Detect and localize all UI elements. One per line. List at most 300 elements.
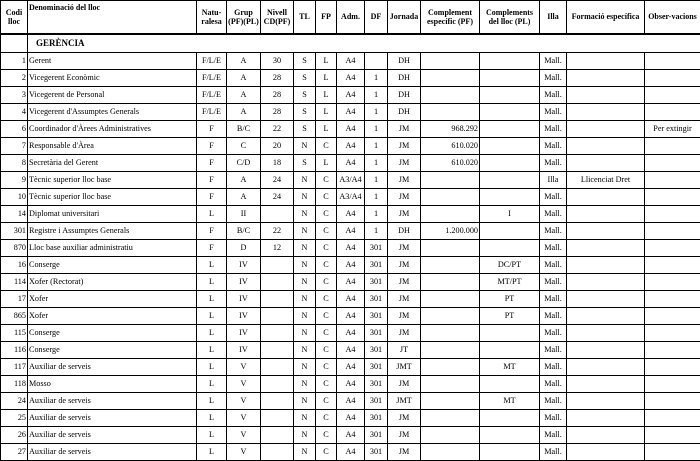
cell-df: 301 [365, 359, 388, 376]
cell-observacions [645, 240, 700, 257]
cell-tl: N [294, 189, 316, 206]
cell-formacio [567, 342, 645, 359]
table-row [1, 155, 700, 172]
cell-fp: C [316, 427, 337, 444]
cell-complement-pf [421, 325, 480, 342]
cell-formacio [567, 155, 645, 172]
cell-formacio [567, 87, 645, 104]
cell-fp: C [316, 325, 337, 342]
cell-denominacio: Xofer [28, 291, 197, 308]
cell-df: 1 [365, 138, 388, 155]
cell-grup: B/C [227, 121, 261, 138]
cell-grup: V [227, 376, 261, 393]
cell-complement-pf [421, 257, 480, 274]
cell-codi: 25 [1, 410, 28, 427]
cell-jornada: JM [388, 444, 421, 461]
cell-nivell [261, 376, 294, 393]
cell-adm: A4 [337, 121, 365, 138]
cell-tl: N [294, 274, 316, 291]
cell-tl: N [294, 138, 316, 155]
cell-fp: C [316, 410, 337, 427]
cell-adm: A4 [337, 342, 365, 359]
cell-jornada: JM [388, 138, 421, 155]
cell-jornada: JM [388, 189, 421, 206]
cell-denominacio: Coordinador d'Àrees Administratives [28, 121, 197, 138]
cell-formacio [567, 53, 645, 70]
cell-df: 301 [365, 240, 388, 257]
col-header-fp: FP [316, 1, 337, 35]
cell-formacio [567, 359, 645, 376]
cell-jornada: JM [388, 274, 421, 291]
cell-complements-pl [480, 427, 540, 444]
cell-denominacio: Diplomat universitari [28, 206, 197, 223]
cell-adm: A4 [337, 104, 365, 121]
cell-fp: L [316, 87, 337, 104]
cell-denominacio: Vicegerent d'Assumptes Generals [28, 104, 197, 121]
cell-grup: A [227, 53, 261, 70]
cell-fp: C [316, 342, 337, 359]
cell-formacio [567, 206, 645, 223]
cell-jornada: JMT [388, 393, 421, 410]
table-row [1, 70, 700, 87]
cell-naturalesa: L [197, 274, 227, 291]
cell-tl: N [294, 172, 316, 189]
cell-adm: A4 [337, 138, 365, 155]
cell-grup: II [227, 206, 261, 223]
cell-adm: A4 [337, 155, 365, 172]
cell-formacio [567, 223, 645, 240]
cell-naturalesa: F [197, 121, 227, 138]
cell-tl: N [294, 359, 316, 376]
cell-df: 1 [365, 189, 388, 206]
table-row [1, 342, 700, 359]
cell-codi: 8 [1, 155, 28, 172]
cell-illa: Mall. [540, 291, 567, 308]
cell-tl: N [294, 342, 316, 359]
cell-grup: IV [227, 308, 261, 325]
col-header-formacio: Formació específica [567, 1, 645, 35]
cell-df: 301 [365, 444, 388, 461]
cell-fp: C [316, 206, 337, 223]
cell-complements-pl: PT [480, 291, 540, 308]
cell-formacio [567, 444, 645, 461]
cell-formacio [567, 291, 645, 308]
cell-grup: IV [227, 257, 261, 274]
cell-grup: C [227, 138, 261, 155]
cell-observacions [645, 291, 700, 308]
cell-codi: 7 [1, 138, 28, 155]
col-header-tl: TL [294, 1, 316, 35]
cell-complement-pf [421, 274, 480, 291]
cell-grup: B/C [227, 223, 261, 240]
cell-denominacio: Auxiliar de serveis [28, 359, 197, 376]
cell-complement-pf [421, 189, 480, 206]
cell-denominacio: Secretària del Gerent [28, 155, 197, 172]
cell-illa: Mall. [540, 427, 567, 444]
cell-complement-pf: 610.020 [421, 155, 480, 172]
cell-illa: Mall. [540, 257, 567, 274]
cell-jornada: JM [388, 240, 421, 257]
cell-grup: V [227, 410, 261, 427]
col-header-nivell: Nivell CD(PF) [261, 1, 294, 35]
cell-naturalesa: F [197, 189, 227, 206]
cell-nivell: 24 [261, 189, 294, 206]
cell-naturalesa: L [197, 325, 227, 342]
cell-grup: V [227, 444, 261, 461]
cell-formacio [567, 393, 645, 410]
cell-adm: A4 [337, 308, 365, 325]
table-row [1, 308, 700, 325]
cell-grup: V [227, 427, 261, 444]
cell-grup: A [227, 70, 261, 87]
cell-denominacio: Auxiliar de serveis [28, 410, 197, 427]
cell-complements-pl [480, 410, 540, 427]
cell-complement-pf [421, 206, 480, 223]
cell-denominacio: Responsable d'Àrea [28, 138, 197, 155]
cell-complements-pl: DC/PT [480, 257, 540, 274]
cell-adm: A4 [337, 444, 365, 461]
cell-nivell: 18 [261, 155, 294, 172]
table-row [1, 87, 700, 104]
cell-formacio [567, 325, 645, 342]
cell-complements-pl [480, 376, 540, 393]
cell-complement-pf [421, 393, 480, 410]
cell-df: 1 [365, 104, 388, 121]
cell-jornada: JM [388, 376, 421, 393]
cell-naturalesa: F/L/E [197, 87, 227, 104]
cell-complements-pl [480, 172, 540, 189]
cell-df: 1 [365, 155, 388, 172]
cell-fp: L [316, 70, 337, 87]
cell-grup: A [227, 104, 261, 121]
cell-tl: S [294, 121, 316, 138]
cell-observacions [645, 410, 700, 427]
cell-illa: Mall. [540, 274, 567, 291]
cell-jornada: DH [388, 87, 421, 104]
cell-jornada: JMT [388, 359, 421, 376]
cell-fp: C [316, 444, 337, 461]
cell-complements-pl: PT [480, 308, 540, 325]
cell-adm: A4 [337, 410, 365, 427]
cell-complement-pf [421, 172, 480, 189]
cell-fp: C [316, 138, 337, 155]
section-title: GERÈNCIA [28, 34, 700, 53]
cell-illa: Mall. [540, 155, 567, 172]
cell-formacio: Llicenciat Dret [567, 172, 645, 189]
table-row [1, 325, 700, 342]
col-header-denominacio: Denominació del lloc [28, 1, 197, 35]
cell-jornada: JM [388, 121, 421, 138]
cell-complement-pf [421, 376, 480, 393]
cell-naturalesa: F [197, 138, 227, 155]
cell-codi: 118 [1, 376, 28, 393]
cell-fp: L [316, 121, 337, 138]
cell-adm: A4 [337, 376, 365, 393]
cell-adm: A4 [337, 257, 365, 274]
cell-illa: Mall. [540, 121, 567, 138]
cell-jornada: JM [388, 155, 421, 172]
cell-denominacio: Conserge [28, 342, 197, 359]
table-row [1, 53, 700, 70]
cell-complement-pf [421, 53, 480, 70]
cell-observacions [645, 325, 700, 342]
cell-complement-pf [421, 240, 480, 257]
cell-codi: 3 [1, 87, 28, 104]
cell-fp: C [316, 172, 337, 189]
cell-formacio [567, 189, 645, 206]
cell-nivell: 20 [261, 138, 294, 155]
cell-observacions [645, 444, 700, 461]
cell-illa: Mall. [540, 325, 567, 342]
cell-codi: 2 [1, 70, 28, 87]
cell-formacio [567, 308, 645, 325]
cell-naturalesa: F [197, 172, 227, 189]
cell-fp: L [316, 53, 337, 70]
cell-fp: C [316, 257, 337, 274]
cell-df: 1 [365, 121, 388, 138]
cell-adm: A4 [337, 206, 365, 223]
cell-codi: 26 [1, 427, 28, 444]
cell-jornada: JT [388, 342, 421, 359]
cell-tl: N [294, 206, 316, 223]
cell-nivell [261, 359, 294, 376]
cell-tl: S [294, 155, 316, 172]
cell-adm: A4 [337, 70, 365, 87]
cell-adm: A4 [337, 427, 365, 444]
cell-jornada: JM [388, 308, 421, 325]
cell-tl: S [294, 53, 316, 70]
cell-formacio [567, 274, 645, 291]
cell-formacio [567, 410, 645, 427]
cell-complement-pf: 1.200.000 [421, 223, 480, 240]
cell-formacio [567, 138, 645, 155]
cell-illa: Mall. [540, 240, 567, 257]
cell-grup: A [227, 189, 261, 206]
cell-observacions [645, 70, 700, 87]
cell-complement-pf [421, 359, 480, 376]
cell-illa: Mall. [540, 138, 567, 155]
cell-formacio [567, 240, 645, 257]
cell-grup: IV [227, 342, 261, 359]
col-header-complement-pf: Complement específic (PF) [421, 1, 480, 35]
cell-jornada: DH [388, 53, 421, 70]
cell-complements-pl [480, 444, 540, 461]
cell-codi: 6 [1, 121, 28, 138]
cell-nivell [261, 427, 294, 444]
cell-complements-pl [480, 138, 540, 155]
cell-observacions [645, 104, 700, 121]
cell-complement-pf [421, 104, 480, 121]
cell-formacio [567, 257, 645, 274]
cell-naturalesa: L [197, 359, 227, 376]
table-row [1, 138, 700, 155]
cell-denominacio: Auxiliar de serveis [28, 444, 197, 461]
cell-df: 301 [365, 376, 388, 393]
col-header-complements-pl: Complements del lloc (PL) [480, 1, 540, 35]
cell-df: 1 [365, 223, 388, 240]
cell-fp: C [316, 393, 337, 410]
cell-adm: A4 [337, 393, 365, 410]
col-header-illa: Illa [540, 1, 567, 35]
cell-df: 301 [365, 308, 388, 325]
cell-df: 1 [365, 206, 388, 223]
cell-df: 301 [365, 291, 388, 308]
cell-tl: N [294, 376, 316, 393]
cell-nivell [261, 325, 294, 342]
cell-df: 301 [365, 257, 388, 274]
cell-jornada: DH [388, 104, 421, 121]
cell-complement-pf: 968.292 [421, 121, 480, 138]
col-header-codi: Codi lloc [1, 1, 28, 35]
table-row [1, 257, 700, 274]
section-row [1, 34, 700, 53]
col-header-observacions: Obser-vacions [645, 1, 700, 35]
cell-naturalesa: L [197, 206, 227, 223]
cell-naturalesa: F/L/E [197, 53, 227, 70]
cell-illa: Mall. [540, 410, 567, 427]
cell-observacions: Per extingir [645, 121, 700, 138]
cell-tl: N [294, 427, 316, 444]
cell-nivell [261, 274, 294, 291]
cell-denominacio: Tècnic superior lloc base [28, 189, 197, 206]
cell-complement-pf: 610.020 [421, 138, 480, 155]
cell-nivell [261, 206, 294, 223]
cell-formacio [567, 104, 645, 121]
cell-observacions [645, 87, 700, 104]
cell-df: 1 [365, 70, 388, 87]
cell-adm: A4 [337, 274, 365, 291]
cell-codi: 27 [1, 444, 28, 461]
cell-observacions [645, 393, 700, 410]
cell-adm: A4 [337, 325, 365, 342]
cell-naturalesa: L [197, 257, 227, 274]
cell-codi: 10 [1, 189, 28, 206]
cell-adm: A4 [337, 240, 365, 257]
cell-codi: 865 [1, 308, 28, 325]
cell-observacions [645, 359, 700, 376]
cell-tl: N [294, 325, 316, 342]
cell-grup: A [227, 172, 261, 189]
table-row [1, 121, 700, 138]
cell-illa: Mall. [540, 87, 567, 104]
cell-grup: A [227, 87, 261, 104]
cell-complements-pl: MT [480, 393, 540, 410]
cell-observacions [645, 342, 700, 359]
cell-naturalesa: L [197, 410, 227, 427]
cell-observacions [645, 172, 700, 189]
cell-codi: 14 [1, 206, 28, 223]
cell-fp: C [316, 240, 337, 257]
cell-observacions [645, 155, 700, 172]
cell-illa: Mall. [540, 189, 567, 206]
cell-observacions [645, 189, 700, 206]
cell-complements-pl [480, 121, 540, 138]
cell-naturalesa: F [197, 223, 227, 240]
cell-df: 301 [365, 410, 388, 427]
cell-naturalesa: L [197, 444, 227, 461]
cell-codi: 116 [1, 342, 28, 359]
cell-formacio [567, 121, 645, 138]
cell-naturalesa: F/L/E [197, 104, 227, 121]
cell-nivell: 28 [261, 87, 294, 104]
cell-observacions [645, 257, 700, 274]
cell-grup: C/D [227, 155, 261, 172]
cell-codi: 24 [1, 393, 28, 410]
cell-illa: Mall. [540, 206, 567, 223]
cell-fp: L [316, 104, 337, 121]
table-row [1, 359, 700, 376]
cell-grup: V [227, 359, 261, 376]
cell-tl: N [294, 240, 316, 257]
cell-complements-pl: MT [480, 359, 540, 376]
cell-denominacio: Xofer (Rectorat) [28, 274, 197, 291]
cell-df [365, 53, 388, 70]
cell-observacions [645, 274, 700, 291]
cell-fp: C [316, 223, 337, 240]
cell-adm: A4 [337, 359, 365, 376]
cell-naturalesa: F [197, 155, 227, 172]
cell-naturalesa: L [197, 291, 227, 308]
cell-complements-pl [480, 70, 540, 87]
cell-naturalesa: L [197, 308, 227, 325]
cell-nivell [261, 342, 294, 359]
table-row [1, 410, 700, 427]
cell-tl: N [294, 257, 316, 274]
cell-observacions [645, 308, 700, 325]
cell-codi: 301 [1, 223, 28, 240]
cell-tl: N [294, 393, 316, 410]
cell-jornada: JM [388, 206, 421, 223]
cell-codi: 1 [1, 53, 28, 70]
cell-complements-pl [480, 189, 540, 206]
cell-illa: Illa [540, 172, 567, 189]
cell-fp: L [316, 155, 337, 172]
cell-fp: C [316, 189, 337, 206]
cell-complements-pl [480, 53, 540, 70]
cell-complements-pl [480, 240, 540, 257]
cell-df: 1 [365, 87, 388, 104]
cell-adm: A3/A4 [337, 189, 365, 206]
cell-denominacio: Registre i Assumptes Generals [28, 223, 197, 240]
cell-adm: A4 [337, 53, 365, 70]
cell-tl: N [294, 410, 316, 427]
cell-fp: C [316, 376, 337, 393]
cell-jornada: JM [388, 172, 421, 189]
table-row [1, 444, 700, 461]
header-row [1, 1, 700, 35]
cell-df: 301 [365, 274, 388, 291]
cell-complements-pl: MT/PT [480, 274, 540, 291]
col-header-df: DF [365, 1, 388, 35]
table-row [1, 427, 700, 444]
table-row [1, 240, 700, 257]
cell-complement-pf [421, 444, 480, 461]
cell-illa: Mall. [540, 104, 567, 121]
cell-naturalesa: L [197, 393, 227, 410]
cell-denominacio: Conserge [28, 257, 197, 274]
cell-nivell [261, 444, 294, 461]
cell-naturalesa: F/L/E [197, 70, 227, 87]
cell-observacions [645, 427, 700, 444]
table-row [1, 291, 700, 308]
cell-grup: IV [227, 325, 261, 342]
cell-codi: 4 [1, 104, 28, 121]
cell-codi: 115 [1, 325, 28, 342]
cell-adm: A4 [337, 87, 365, 104]
cell-tl: S [294, 87, 316, 104]
cell-complement-pf [421, 291, 480, 308]
cell-codi: 17 [1, 291, 28, 308]
